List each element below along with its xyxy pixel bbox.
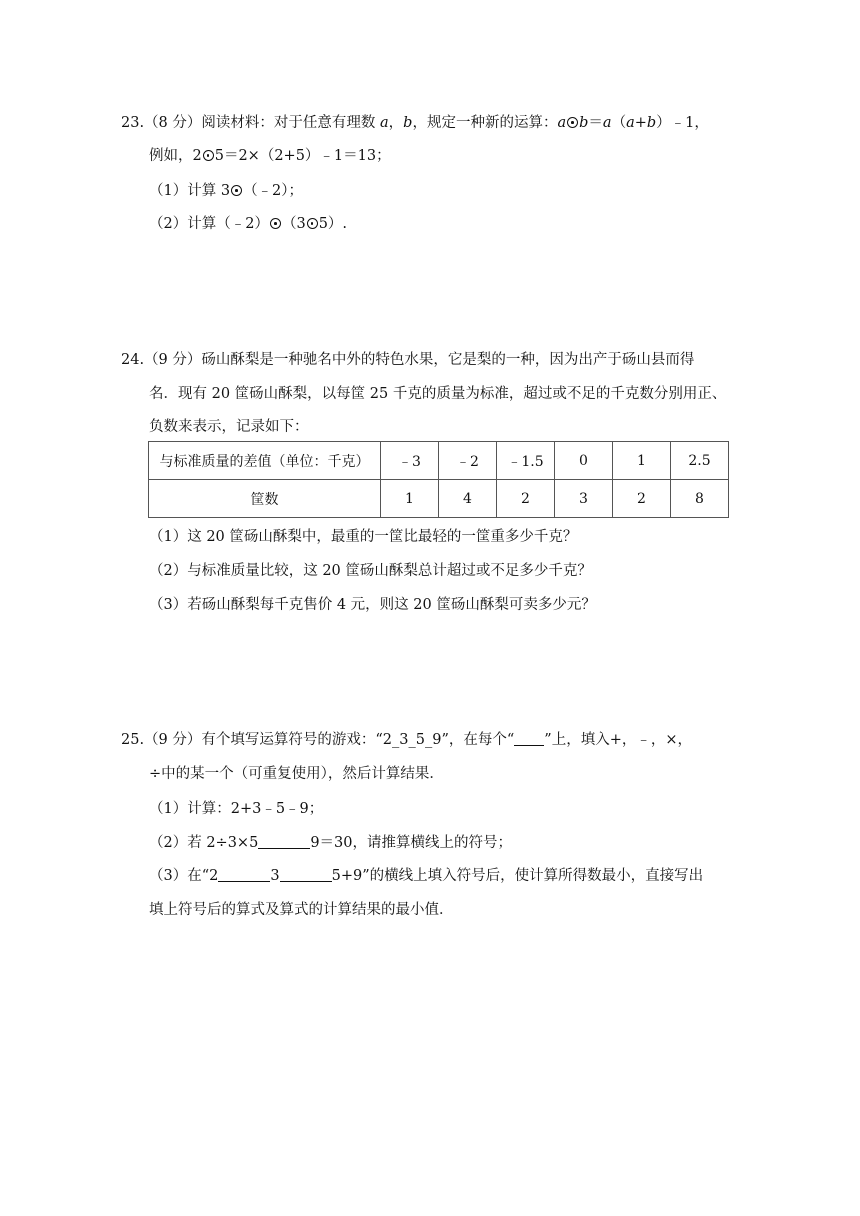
q23-part1 bbox=[149, 181, 303, 201]
table-cell: 4 bbox=[439, 480, 497, 518]
q25-part3-line2: 填上符号后的算式及算式的计算结果的最小值． bbox=[149, 902, 454, 918]
comma: ， bbox=[388, 115, 404, 131]
def-a: a bbox=[557, 115, 567, 131]
odot-operator-icon bbox=[203, 150, 214, 161]
def-b2: b bbox=[646, 115, 657, 131]
q23-part2 bbox=[149, 214, 347, 234]
q24-line1: 24.（9 分）砀山酥梨是一种驰名中外的特色水果，它是梨的一种，因为出产于砀山县而得 bbox=[121, 352, 695, 368]
table-cell: 1 bbox=[613, 442, 671, 480]
q23-example bbox=[149, 146, 391, 166]
blank-line bbox=[514, 731, 544, 746]
table-row bbox=[149, 480, 729, 518]
table-cell: 1 bbox=[381, 480, 439, 518]
line1-pre: 25.（9 分）有个填写运算符号的游戏：“2_3_5_9”，在每个“ bbox=[121, 732, 515, 748]
table-cell: 8 bbox=[671, 480, 729, 518]
part3-post: 5+9”的横线上填入符号后，使计算所得数最小，直接写出 bbox=[331, 868, 704, 884]
record-table bbox=[148, 441, 729, 518]
odot-operator-icon bbox=[307, 218, 318, 229]
q25-line2: ÷中的某一个（可重复使用），然后计算结果． bbox=[149, 766, 444, 782]
q24-line2: 名．现有 20 筐砀山酥梨，以每筐 25 千克的质量为标准，超过或不足的千克数分别用正、 bbox=[149, 386, 727, 402]
def-eq: ＝ bbox=[588, 115, 603, 131]
q25-part3 bbox=[149, 866, 703, 886]
line1-post: ”上，填入+，﹣，×， bbox=[544, 732, 693, 748]
part2-pre: （2）计算（﹣2） bbox=[149, 216, 269, 232]
def-b: b bbox=[579, 115, 589, 131]
table-cell: ﹣2 bbox=[439, 442, 497, 480]
table-cell: 0 bbox=[555, 442, 613, 480]
table-cell: 2.5 bbox=[671, 442, 729, 480]
row-header-difference: 与标准质量的差值（单位：千克） bbox=[149, 442, 381, 480]
table-row bbox=[149, 442, 729, 480]
example-post: 5＝2×（2+5）﹣1＝13； bbox=[214, 148, 391, 164]
part1-post: （﹣2）； bbox=[243, 183, 304, 199]
def-plus: + bbox=[634, 115, 647, 131]
q23-head: 23.（8 分）阅读材料：对于任意有理数 bbox=[121, 115, 381, 131]
part2-pre: （2）若 2÷3×5 bbox=[149, 835, 259, 851]
odot-operator-icon bbox=[567, 117, 578, 128]
blank-line bbox=[218, 867, 270, 882]
part1-pre: （1）计算 3 bbox=[149, 183, 231, 199]
var-a: a bbox=[380, 115, 389, 131]
part2-mid: （3 bbox=[281, 216, 306, 232]
q24-line3: 负数来表示，记录如下： bbox=[149, 419, 309, 435]
rule-text: ，规定一种新的运算： bbox=[412, 115, 558, 131]
q24-part1: （1）这 20 筐砀山酥梨中，最重的一筐比最轻的一筐重多少千克？ bbox=[149, 529, 578, 545]
blank-line bbox=[258, 834, 310, 849]
part3-mid: 3 bbox=[270, 868, 280, 884]
part3-pre: （3）在“2 bbox=[149, 868, 219, 884]
part2-post: 9＝30，请推算横线上的符号； bbox=[310, 835, 512, 851]
def-tail: ）﹣1， bbox=[656, 115, 709, 131]
table-cell: ﹣1.5 bbox=[497, 442, 555, 480]
def-a2: a bbox=[602, 115, 612, 131]
def-paren: （ bbox=[611, 115, 627, 131]
def-a3: a bbox=[626, 115, 635, 131]
blank-line bbox=[280, 867, 332, 882]
part2-post: 5）. bbox=[318, 216, 348, 232]
q25-line1 bbox=[121, 730, 692, 750]
row-header-count: 筐数 bbox=[149, 480, 381, 518]
table-cell: 2 bbox=[613, 480, 671, 518]
example-pre: 例如，2 bbox=[149, 148, 202, 164]
odot-operator-icon bbox=[231, 185, 242, 196]
var-b: b bbox=[403, 115, 413, 131]
q24-part2: （2）与标准质量比较，这 20 筐砀山酥梨总计超过或不足多少千克？ bbox=[149, 563, 592, 579]
table-cell: 2 bbox=[497, 480, 555, 518]
table-cell: ﹣3 bbox=[381, 442, 439, 480]
q25-part2 bbox=[149, 833, 512, 853]
q25-part1: （1）计算：2+3﹣5﹣9； bbox=[149, 801, 324, 817]
q23-line1 bbox=[121, 113, 709, 133]
odot-operator-icon bbox=[270, 218, 281, 229]
q24-part3: （3）若砀山酥梨每千克售价 4 元，则这 20 筐砀山酥梨可卖多少元？ bbox=[149, 597, 596, 613]
table-cell: 3 bbox=[555, 480, 613, 518]
